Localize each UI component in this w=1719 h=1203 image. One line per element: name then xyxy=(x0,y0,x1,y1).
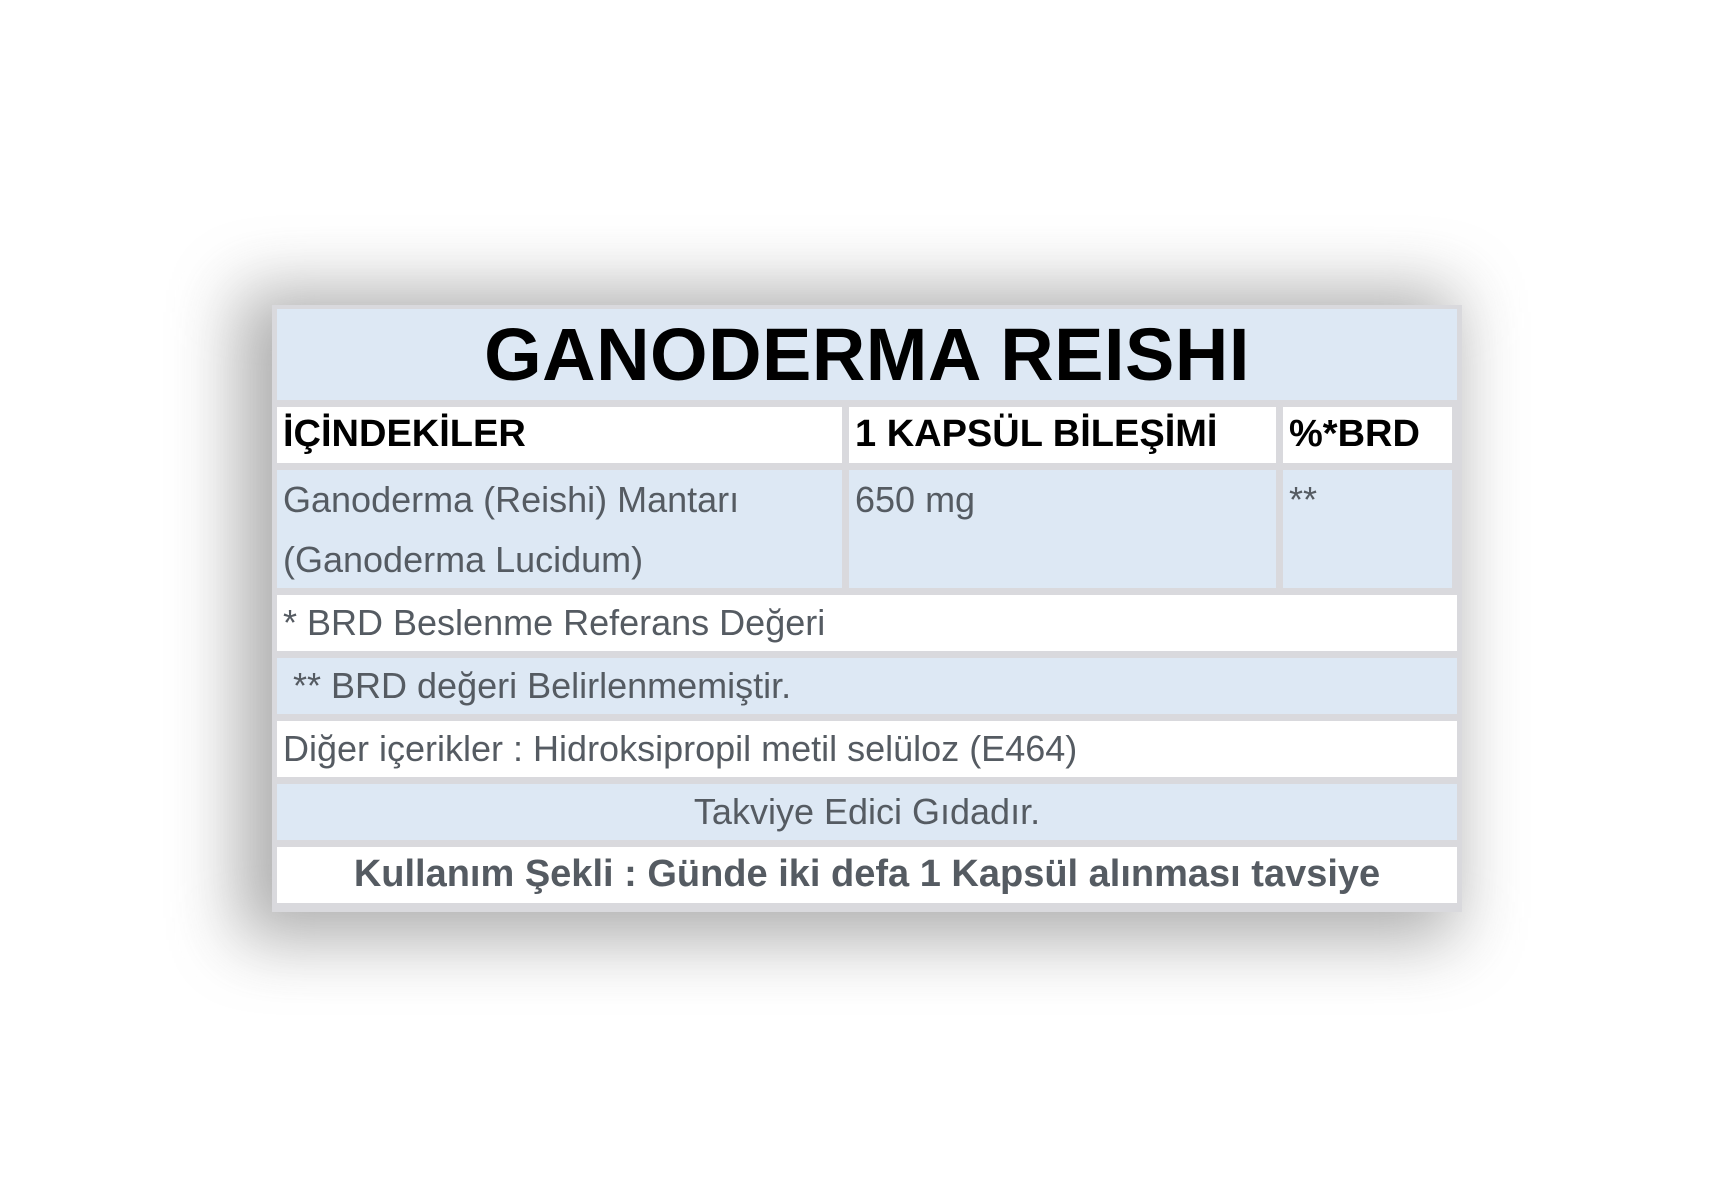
table-row xyxy=(277,470,1457,588)
note-row-other-ingredients xyxy=(277,721,1457,777)
other-ingredients-note: Diğer içerikler : Hidroksipropil metil selüloz (E464) xyxy=(277,721,1457,777)
table-header-row xyxy=(277,407,1457,463)
header-brd-percent: %*BRD xyxy=(1283,407,1452,463)
header-capsule-composition: 1 KAPSÜL BİLEŞİMİ xyxy=(849,407,1276,463)
ingredient-latin-name: (Ganoderma Lucidum) xyxy=(283,539,644,580)
brd-undetermined-note: ** BRD değeri Belirlenmemiştir. xyxy=(277,658,1457,714)
note-row-supplement xyxy=(277,784,1457,840)
amount-cell: 650 mg xyxy=(849,470,1276,588)
supplement-statement: Takviye Edici Gıdadır. xyxy=(277,784,1457,840)
note-row-brd-definition xyxy=(277,595,1457,651)
note-row-usage xyxy=(277,847,1457,903)
usage-instructions: Kullanım Şekli : Günde iki defa 1 Kapsül alınması tavsiye xyxy=(277,847,1457,903)
header-ingredients: İÇİNDEKİLER xyxy=(277,407,842,463)
product-title: GANODERMA REISHI xyxy=(277,309,1457,400)
brd-definition-note: * BRD Beslenme Referans Değeri xyxy=(277,595,1457,651)
title-row xyxy=(277,309,1457,400)
ingredient-name: Ganoderma (Reishi) Mantarı xyxy=(283,479,740,520)
brd-cell: ** xyxy=(1283,470,1452,588)
supplement-label xyxy=(272,305,1462,912)
note-row-brd-undetermined xyxy=(277,658,1457,714)
ingredient-cell xyxy=(277,470,842,588)
